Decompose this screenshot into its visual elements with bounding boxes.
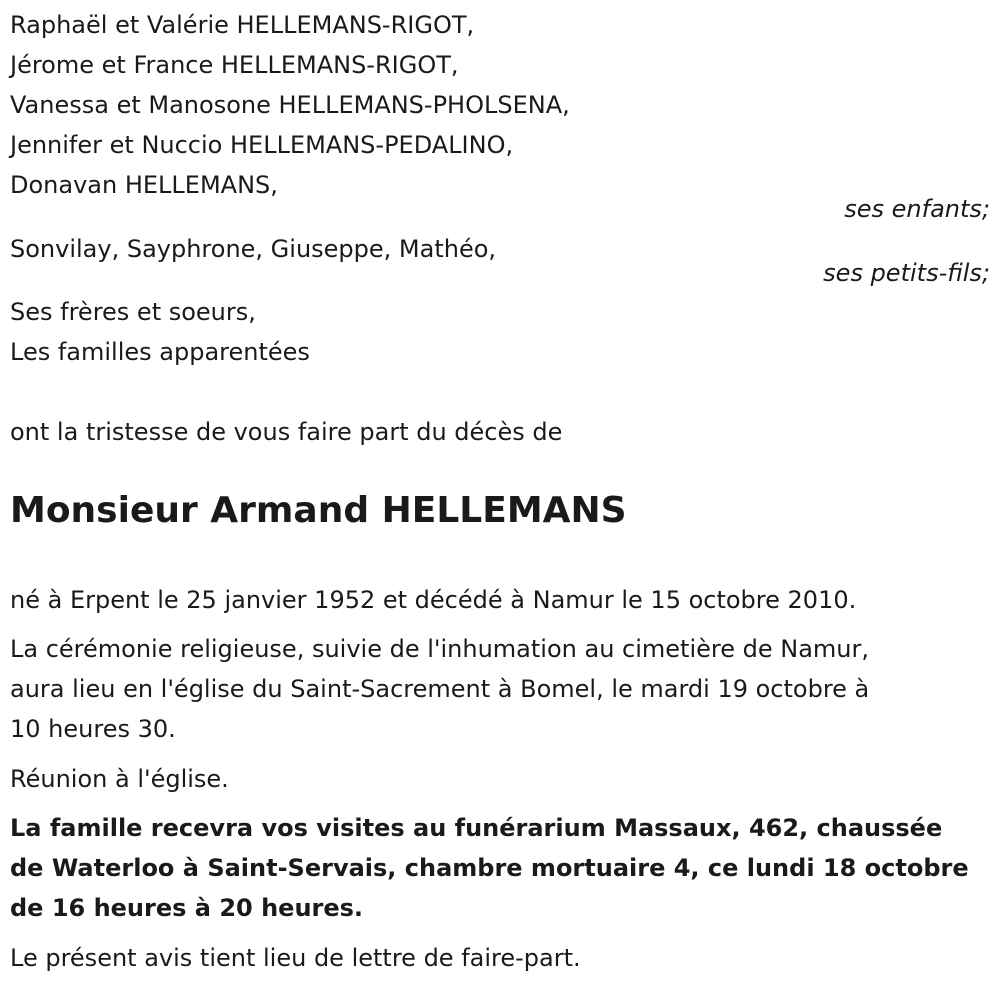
- ceremony-line: aura lieu en l'église du Saint-Sacrement à Bomel, le mardi 19 octobre à: [10, 675, 870, 703]
- child-line: Raphaël et Valérie HELLEMANS-RIGOT,: [10, 11, 475, 39]
- child-line: Jérome et France HELLEMANS-RIGOT,: [10, 51, 459, 79]
- visits-line: de Waterloo à Saint-Servais, chambre mortuaire 4, ce lundi 18 octobre: [10, 854, 969, 882]
- child-line: Vanessa et Manosone HELLEMANS-PHOLSENA,: [10, 91, 570, 119]
- ceremony-line: 10 heures 30.: [10, 715, 176, 743]
- closing-line: Le présent avis tient lieu de lettre de faire-part.: [10, 944, 581, 972]
- children-role: ses enfants;: [844, 195, 990, 223]
- deceased-name: Monsieur Armand HELLEMANS: [10, 490, 627, 531]
- meeting-line: Réunion à l'église.: [10, 765, 229, 793]
- relatives-line: Les familles apparentées: [10, 338, 310, 366]
- birth-death-line: né à Erpent le 25 janvier 1952 et décédé à Namur le 15 octobre 2010.: [10, 586, 857, 614]
- child-line: Jennifer et Nuccio HELLEMANS-PEDALINO,: [10, 131, 514, 159]
- child-line: Donavan HELLEMANS,: [10, 171, 278, 199]
- ceremony-line: La cérémonie religieuse, suivie de l'inhumation au cimetière de Namur,: [10, 635, 869, 663]
- announcement-line: ont la tristesse de vous faire part du décès de: [10, 418, 563, 446]
- visits-line: de 16 heures à 20 heures.: [10, 894, 364, 922]
- grandchildren-role: ses petits-fils;: [823, 259, 990, 287]
- visits-line: La famille recevra vos visites au funérarium Massaux, 462, chaussée: [10, 814, 943, 842]
- siblings-line: Ses frères et soeurs,: [10, 298, 256, 326]
- grandchildren-line: Sonvilay, Sayphrone, Giuseppe, Mathéo,: [10, 235, 497, 263]
